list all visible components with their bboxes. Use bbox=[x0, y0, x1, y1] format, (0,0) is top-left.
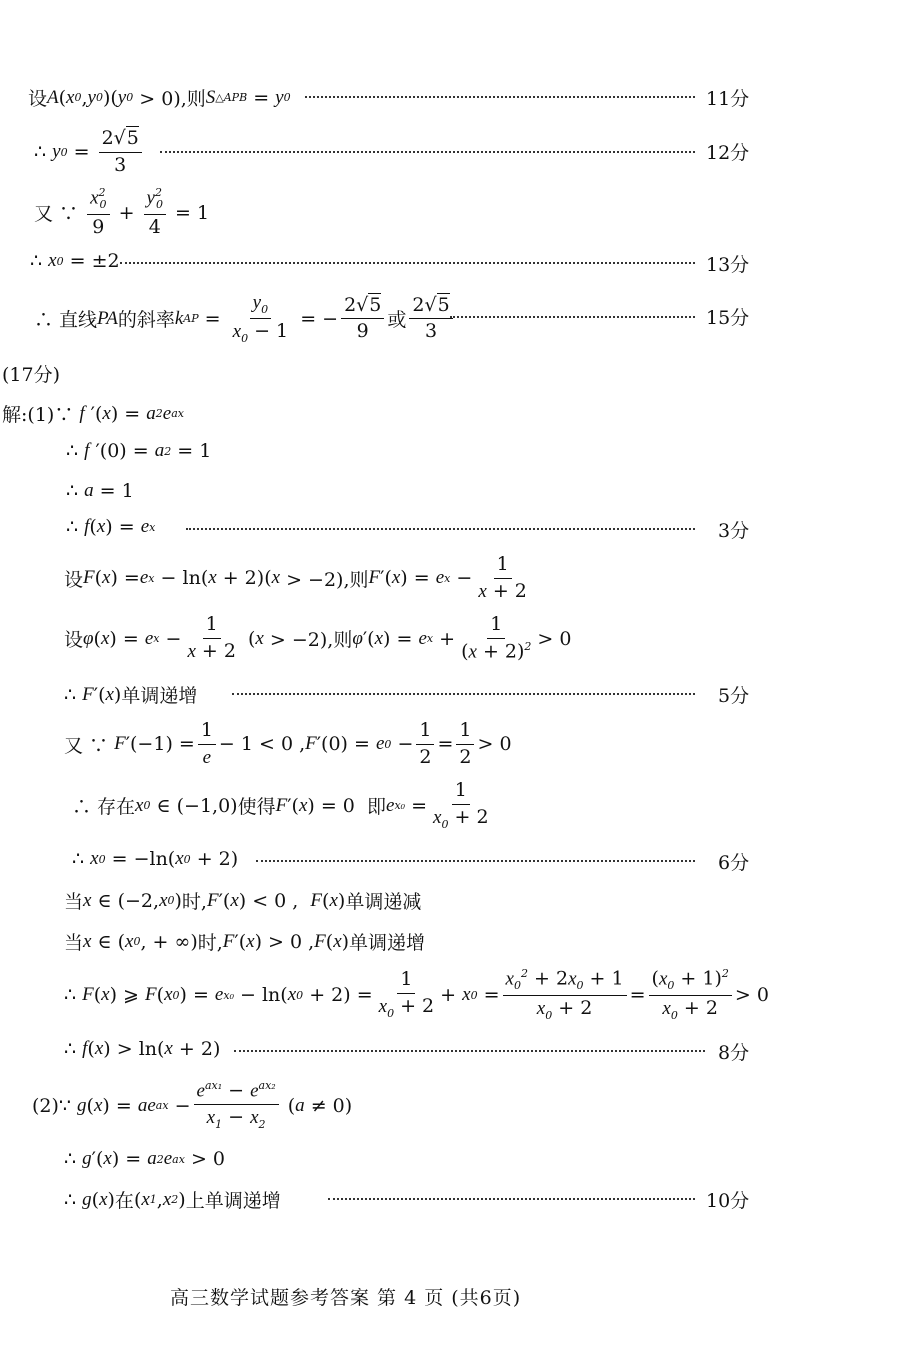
dot-leader bbox=[186, 528, 695, 530]
score-label: 5分 bbox=[718, 685, 750, 707]
line-a-value: ∴ a = 1 bbox=[66, 480, 134, 502]
line-F-minimum: ∴ F ( x ) ⩾ F ( x 0 ) = e x₀ − ln( x 0 + 2) = $\frac{1}{x_0 + 2}$ + x 0 = $\frac{x_0^2 + 2x_0 + 1}{x_0 + 2}$ = $\frac{(x_0 + 1)^2}{x_0 + 2}$ > 0 bbox=[64, 967, 769, 1022]
page-footer: 高三数学试题参考答案 第 4 页 (共6页) bbox=[170, 1287, 522, 1309]
line-exists-x0: ∴ 存在 x 0 ∈ (−1,0) 使得 F ′( x ) = 0 即 e x₀ = $\frac{1}{x_0 + 2}$ bbox=[72, 779, 489, 831]
line-slope-pa: ∴ 直线 PA 的斜率 k AP = $\frac{y_0}{x_0 - 1}$ = − $\frac{2√5}{9}$ 或 $\frac{2√5}{3}$ bbox=[34, 292, 456, 346]
line-define-phi: 设 φ ( x ) = e x − $\frac{1}{x + 2}$ ( x > −2),则 φ ′( x ) = e x + $\frac{1}{(x + 2)^2}$ > 0 bbox=[64, 613, 572, 663]
dot-leader bbox=[160, 151, 695, 153]
line-F-prime-values: 又 ∵ F ′(−1) = $\frac{1}{e}$ − 1 < 0 , F ′(0) = e 0 − $\frac{1}{2}$ = $\frac{1}{2}$ > 0 bbox=[64, 719, 512, 768]
dot-leader bbox=[450, 316, 695, 318]
dot-leader bbox=[305, 96, 695, 98]
dot-leader bbox=[120, 262, 695, 264]
line-derivative-f: 解:(1)∵ f ′( x ) = a 2 e ax bbox=[2, 402, 184, 426]
line-g-prime: ∴ g ′( x ) = a 2 e ax > 0 bbox=[64, 1148, 226, 1170]
score-label: 10分 bbox=[706, 1190, 750, 1212]
score-label: 11分 bbox=[706, 88, 750, 110]
score-label: 13分 bbox=[706, 254, 750, 276]
line-x0-ln: ∴ x 0 = −ln( x 0 + 2) bbox=[72, 848, 239, 870]
line-y0-value: ∴ y 0 = $\frac{2√5}{3}$ bbox=[34, 128, 145, 177]
line-increasing-interval: 当 x ∈ ( x 0 , + ∞) 时, F ′( x ) > 0 , F ( x ) 单调递增 bbox=[64, 930, 426, 954]
line-f-expression: ∴ f ( x ) = e x bbox=[66, 516, 156, 538]
dot-leader bbox=[232, 693, 695, 695]
problem-17-header: (17分) bbox=[2, 364, 61, 386]
line-F-prime-increasing: ∴ F ′( x ) 单调递增 bbox=[64, 683, 198, 707]
dot-leader bbox=[256, 860, 695, 862]
line-decreasing-interval: 当 x ∈ (−2, x 0 ) 时, F ′( x ) < 0 , F ( x ) 单调递减 bbox=[64, 889, 422, 913]
score-label: 3分 bbox=[718, 520, 750, 542]
dot-leader bbox=[328, 1198, 695, 1200]
score-label: 12分 bbox=[706, 142, 750, 164]
line-define-g: (2)∵ g ( x ) = ae ax − $\frac{e^{ax_1} - e^{ax_2}}{x_1 - x_2}$ ( a ≠ 0) bbox=[32, 1079, 353, 1131]
line-g-increasing: ∴ g ( x ) 在 ( x 1 , x 2 ) 上单调递增 bbox=[64, 1188, 281, 1212]
line-set-point-a: 设 A ( x 0 , y 0 )( y 0 > 0),则 S △APB = y 0 bbox=[28, 86, 291, 110]
score-label: 8分 bbox=[718, 1042, 750, 1064]
line-ellipse-equation: 又 ∵ $\frac{x^2_0}{9}$ + $\frac{y^2_0}{4}$ = 1 bbox=[34, 186, 210, 238]
dot-leader bbox=[234, 1050, 705, 1052]
line-define-F: 设 F ( x ) = e x − ln( x + 2)( x > −2),则 F ′( x ) = e x − $\frac{1}{x + 2}$ bbox=[64, 553, 527, 602]
line-conclusion-part1: ∴ f ( x ) > ln( x + 2) bbox=[64, 1038, 221, 1060]
score-label: 15分 bbox=[706, 307, 750, 329]
score-label: 6分 bbox=[718, 852, 750, 874]
line-x0-value: ∴ x 0 = ±2 bbox=[30, 250, 120, 272]
line-f-prime-zero: ∴ f ′(0) = a 2 = 1 bbox=[66, 440, 212, 462]
